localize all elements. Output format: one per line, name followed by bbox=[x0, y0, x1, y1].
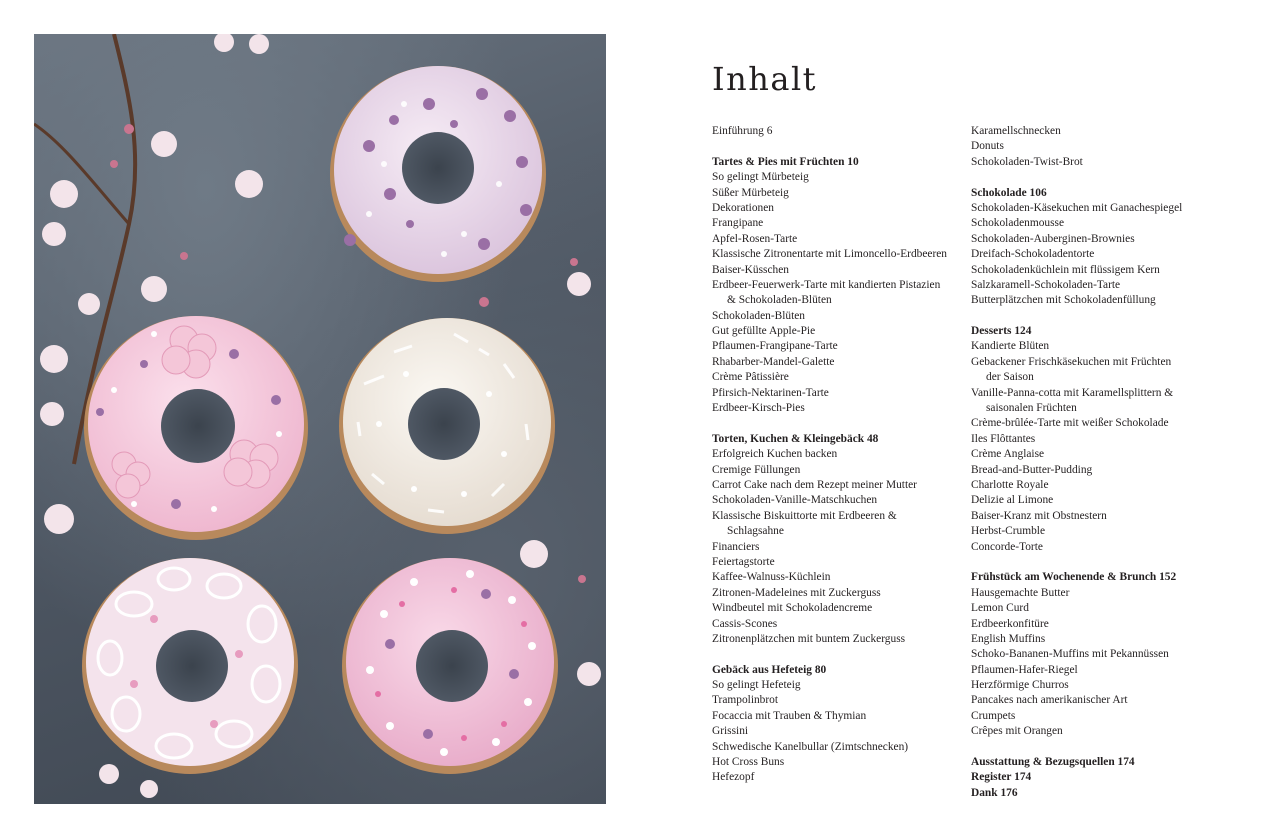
toc-section-torten bbox=[712, 432, 962, 647]
toc-entry: Bread-and-Butter-Pudding bbox=[971, 463, 1093, 476]
toc-title: Inhalt bbox=[712, 60, 818, 98]
toc-entry: Gebackener Frischkäsekuchen mit Früchten bbox=[971, 355, 1172, 368]
toc-section-heading: Gebäck aus Hefeteig 80 bbox=[712, 663, 827, 676]
toc-entry: Concorde-Torte bbox=[971, 540, 1043, 553]
toc-entry: Schokoladen-Blüten bbox=[712, 309, 806, 322]
toc-entry: Schokoladenküchlein mit flüssigem Kern bbox=[971, 263, 1160, 276]
toc-entry: Klassische Biskuittorte mit Erdbeeren & bbox=[712, 509, 897, 522]
toc-entry: Pflaumen-Hafer-Riegel bbox=[971, 663, 1078, 676]
toc-entry: Kandierte Blüten bbox=[971, 340, 1050, 353]
toc-entry: Donuts bbox=[971, 140, 1004, 153]
toc-entry: Crumpets bbox=[971, 709, 1016, 722]
toc-entry: Crêpes mit Orangen bbox=[971, 725, 1063, 738]
toc-entry: Cassis-Scones bbox=[712, 617, 778, 630]
toc-entry: Grissini bbox=[712, 725, 749, 738]
toc-entry: Financiers bbox=[712, 540, 760, 553]
toc-entry: Dekorationen bbox=[712, 201, 774, 214]
toc-entry-continued: der Saison bbox=[986, 371, 1034, 384]
toc-section-tartes bbox=[712, 155, 962, 417]
toc-entry: Karamellschnecken bbox=[971, 125, 1061, 137]
donut-icon bbox=[84, 316, 308, 540]
toc-entry-register: Register 174 bbox=[971, 771, 1032, 784]
toc-entry: Zitronen-Madeleines mit Zuckerguss bbox=[712, 586, 881, 599]
toc-entry: Pflaumen-Frangipane-Tarte bbox=[712, 340, 838, 353]
donut-icon bbox=[330, 66, 546, 282]
toc-entry: Lemon Curd bbox=[971, 602, 1029, 615]
toc-section bbox=[712, 124, 962, 139]
toc-section-heading: Ausstattung & Bezugsquellen 174 bbox=[971, 756, 1135, 769]
toc-entry: Iles Flôttantes bbox=[971, 432, 1036, 445]
toc-entry-continued: saisonalen Früchten bbox=[986, 402, 1077, 415]
toc-entry: Schoko-Bananen-Muffins mit Pekannüssen bbox=[971, 648, 1169, 661]
toc-entry: Erdbeerkonfitüre bbox=[971, 617, 1049, 630]
toc-entry: Zitronenplätzchen mit buntem Zuckerguss bbox=[712, 632, 906, 645]
toc-section-heading: Frühstück am Wochenende & Brunch 152 bbox=[971, 571, 1177, 584]
donut-icon bbox=[342, 558, 558, 774]
toc-entry: Rhabarber-Mandel-Galette bbox=[712, 355, 835, 368]
toc-section-appendix bbox=[971, 755, 1211, 801]
donut-icon bbox=[339, 318, 555, 534]
toc-entry: Kaffee-Walnuss-Küchlein bbox=[712, 571, 831, 584]
toc-section-schokolade bbox=[971, 186, 1211, 309]
toc-section-continued bbox=[971, 124, 1211, 170]
toc-section-heading: Torten, Kuchen & Kleingebäck 48 bbox=[712, 432, 879, 445]
toc-entry: Erdbeer-Feuerwerk-Tarte mit kandierten Pistazien bbox=[712, 278, 941, 291]
toc-entry: Trampolinbrot bbox=[712, 694, 779, 707]
toc-entry: Baiser-Kranz mit Obstnestern bbox=[971, 509, 1107, 522]
toc-entry: Apfel-Rosen-Tarte bbox=[712, 232, 798, 245]
toc-entry: Schokoladen-Twist-Brot bbox=[971, 155, 1083, 168]
toc-entry: Klassische Zitronentarte mit Limoncello-Erdbeeren bbox=[712, 248, 948, 261]
toc-entry: Schwedische Kanelbullar (Zimtschnecken) bbox=[712, 740, 909, 753]
toc-entry: Pfirsich-Nektarinen-Tarte bbox=[712, 386, 829, 399]
toc-column-right bbox=[971, 124, 1211, 817]
toc-entry: Frangipane bbox=[712, 217, 764, 230]
toc-section-heading: Tartes & Pies mit Früchten 10 bbox=[712, 155, 859, 168]
donut-photo bbox=[34, 34, 606, 804]
toc-entry: Vanille-Panna-cotta mit Karamellsplittern & bbox=[971, 386, 1174, 399]
toc-entry-continued: & Schokoladen-Blüten bbox=[727, 294, 832, 307]
toc-entry: Focaccia mit Trauben & Thymian bbox=[712, 709, 867, 722]
toc-entry: Salzkaramell-Schokoladen-Tarte bbox=[971, 278, 1121, 291]
toc-entry: Carrot Cake nach dem Rezept meiner Mutter bbox=[712, 478, 917, 491]
toc-entry: Charlotte Royale bbox=[971, 478, 1049, 491]
toc-entry-continued: Schlagsahne bbox=[727, 525, 784, 538]
toc-entry: Schokoladen-Vanille-Matschkuchen bbox=[712, 494, 878, 507]
toc-entry: Gut gefüllte Apple-Pie bbox=[712, 325, 816, 338]
toc-entry: Erdbeer-Kirsch-Pies bbox=[712, 402, 805, 415]
toc-section-hefeteig bbox=[712, 663, 962, 786]
toc-entry: English Muffins bbox=[971, 632, 1046, 645]
toc-entry: Hot Cross Buns bbox=[712, 756, 785, 769]
toc-entry: Baiser-Küsschen bbox=[712, 263, 789, 276]
donut-icon bbox=[82, 558, 298, 774]
toc-entry: Pancakes nach amerikanischer Art bbox=[971, 694, 1128, 707]
toc-entry: Schokoladen-Käsekuchen mit Ganachespiegel bbox=[971, 201, 1183, 214]
toc-section-fruehstueck bbox=[971, 570, 1211, 739]
toc-entry: Delizie al Limone bbox=[971, 494, 1054, 507]
toc-entry: Hefezopf bbox=[712, 771, 755, 784]
toc-section-heading: Desserts 124 bbox=[971, 325, 1032, 338]
toc-entry: Crème Pâtissière bbox=[712, 371, 789, 384]
toc-section-heading: Schokolade 106 bbox=[971, 186, 1047, 199]
toc-entry: Dreifach-Schokoladentorte bbox=[971, 248, 1095, 261]
toc-entry-introduction: Einführung 6 bbox=[712, 125, 773, 137]
toc-entry: Erfolgreich Kuchen backen bbox=[712, 448, 838, 461]
toc-entry: Herzförmige Churros bbox=[971, 679, 1069, 692]
toc-entry: Crème Anglaise bbox=[971, 448, 1045, 461]
toc-entry-dank: Dank 176 bbox=[971, 786, 1018, 799]
donut-photo-illustration bbox=[34, 34, 606, 804]
toc-column-left bbox=[712, 124, 962, 801]
toc-entry: Feiertagstorte bbox=[712, 555, 775, 568]
toc-section-desserts bbox=[971, 324, 1211, 555]
toc-entry: Crème-brûlée-Tarte mit weißer Schokolade bbox=[971, 417, 1169, 430]
toc-entry: Windbeutel mit Schokoladencreme bbox=[712, 602, 873, 615]
toc-entry: Butterplätzchen mit Schokoladenfüllung bbox=[971, 294, 1156, 307]
toc-entry: Schokoladenmousse bbox=[971, 217, 1065, 230]
toc-entry: So gelingt Mürbeteig bbox=[712, 171, 809, 184]
toc-entry: Süßer Mürbeteig bbox=[712, 186, 789, 199]
toc-entry: So gelingt Hefeteig bbox=[712, 679, 801, 692]
toc-entry: Herbst-Crumble bbox=[971, 525, 1046, 538]
toc-entry: Cremige Füllungen bbox=[712, 463, 801, 476]
toc-entry: Schokoladen-Auberginen-Brownies bbox=[971, 232, 1135, 245]
toc-entry: Hausgemachte Butter bbox=[971, 586, 1070, 599]
